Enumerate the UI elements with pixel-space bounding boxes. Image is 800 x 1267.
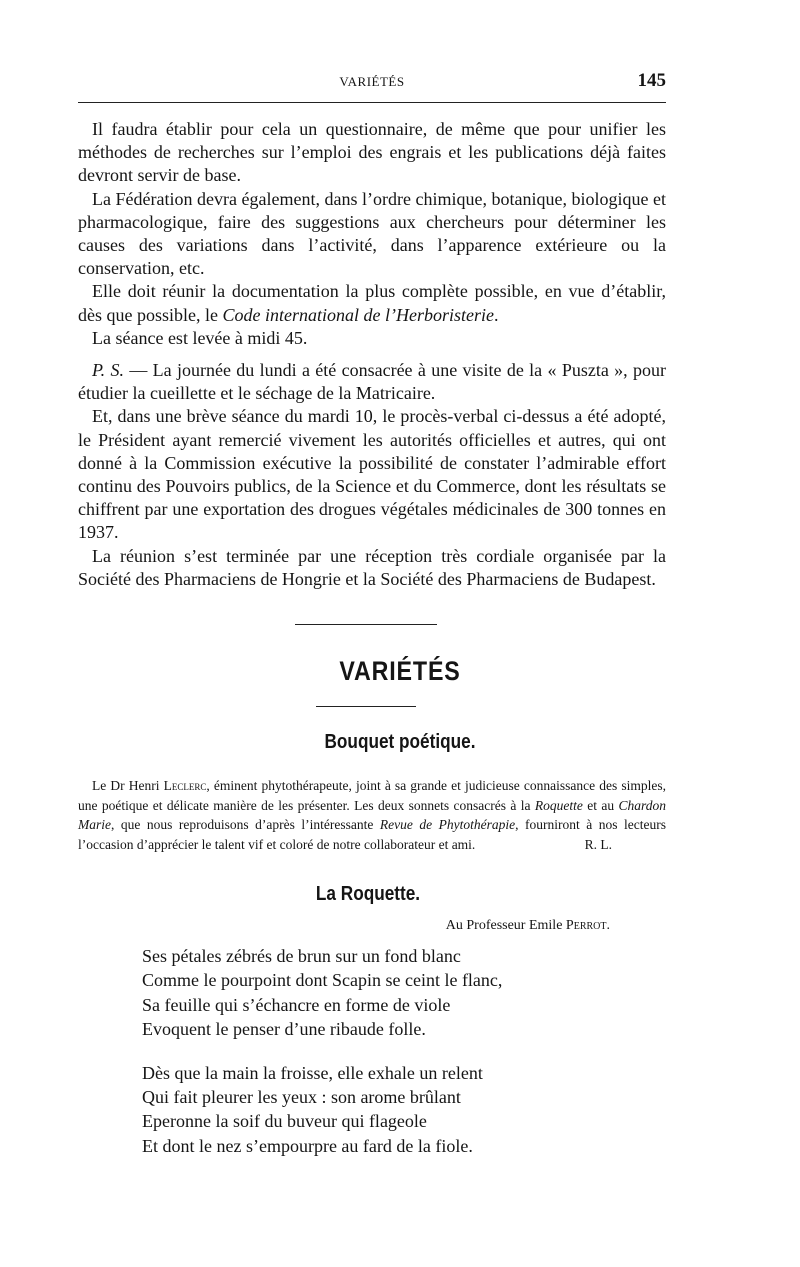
page-number: 145 xyxy=(637,70,666,91)
dedicatee-name: Perrot xyxy=(565,918,607,933)
verse-line: Sa feuille qui s’échancre en forme de viole xyxy=(142,994,451,1015)
dedication-text: . xyxy=(606,918,610,933)
title-underline xyxy=(316,706,416,707)
page-header xyxy=(78,72,666,96)
section-subtitle: Bouquet poétique. xyxy=(324,731,476,753)
author-name: Leclerc xyxy=(163,778,207,793)
section-title: VARIÉTÉS xyxy=(339,656,461,686)
verse-line: Dès que la main la froisse, elle exhale un relent xyxy=(142,1062,483,1083)
verse-line: Evoquent le penser d’une ribaude folle. xyxy=(142,1019,426,1040)
paragraph-text: . xyxy=(493,304,499,325)
signature: R. L. xyxy=(584,836,612,852)
dedication-text: Au Professeur Emile xyxy=(445,918,566,933)
poem-title: La Roquette. xyxy=(315,883,421,905)
verse-line: Comme le pourpoint dont Scapin se ceint le flanc, xyxy=(142,970,503,991)
paragraph xyxy=(78,188,666,281)
verse-line: Eperonne la soif du buveur qui flageole xyxy=(142,1111,427,1132)
poem xyxy=(142,944,662,1158)
work-title: Roquette xyxy=(534,797,583,813)
verse-line: Et dont le nez s’empourpre au fard de la fiole. xyxy=(142,1135,473,1156)
intro-text: et au xyxy=(582,797,619,813)
running-head: VARIÉTÉS xyxy=(339,74,405,89)
header-rule xyxy=(78,102,666,103)
intro-text: , éminent phytothérapeute, joint à sa grande et judicieuse connaissance des simples, une poétique et délicate manière de les présenter. Les deux sonnets consacrés à la xyxy=(78,778,666,813)
code-title: Code international de l’Herboristerie xyxy=(222,304,494,325)
paragraph-text: La réunion s’est terminée par une réception très cordiale organisée par la Société des Pharmaciens de Hongrie et la Société des Pharmaciens de Budapest. xyxy=(78,545,666,589)
paragraph-text: La séance est levée à midi 45. xyxy=(92,327,308,348)
verse-line: Ses pétales zébrés de brun sur un fond blanc xyxy=(142,946,461,966)
paragraph xyxy=(78,545,666,591)
intro-paragraph xyxy=(78,776,666,854)
section-divider xyxy=(295,624,437,625)
paragraph xyxy=(78,118,666,188)
verse-line: Qui fait pleurer les yeux : son arome brûlant xyxy=(142,1087,461,1108)
body-text xyxy=(78,118,666,591)
journal-title: Revue de Phytothérapie xyxy=(379,817,516,832)
poem-dedication xyxy=(446,918,610,934)
paragraph-text: Il faudra établir pour cela un questionnaire, de même que pour unifier les méthodes de recherches sur l’emploi des engrais et les publications déjà faites devront servir de base. xyxy=(78,119,666,186)
intro-text: Le Dr Henri xyxy=(92,778,164,793)
paragraph-text: — La journée du lundi a été consacrée à une visite de la « Puszta », pour étudier la cueillette et le séchage de la Matricaire. xyxy=(78,360,666,404)
paragraph xyxy=(78,280,666,326)
paragraph xyxy=(78,327,666,350)
work-title: Chardon Marie xyxy=(78,797,666,832)
intro-text: , fourniront à nos lecteurs l’occasion d’apprécier le talent vif et coloré de notre collaborateur et ami. xyxy=(78,817,666,852)
postscript-label: P. S. xyxy=(92,360,125,381)
postscript-paragraph xyxy=(78,359,666,405)
intro-text: , que nous reproduisons d’après l’intéressante xyxy=(111,817,380,832)
paragraph-text: Elle doit réunir la documentation la plus complète possible, en vue d’établir, dès que possible, le xyxy=(78,281,666,325)
paragraph xyxy=(78,405,666,544)
paragraph-text: La Fédération devra également, dans l’ordre chimique, botanique, biologique et pharmacologique, faire des suggestions aux chercheurs pour déterminer les causes des variations dans l’activité, dans l’apparence extérieure ou la conservation, etc. xyxy=(78,188,666,279)
paragraph-text: Et, dans une brève séance du mardi 10, le procès-verbal ci-dessus a été adopté, le Président ayant remercié vivement les autorités officielles et autres, qui ont donné à la Commission exécutive la possibilité de constater l’admirable effort continu des Pouvoirs publics, de la Science et du Commerce, dont les résultats se chiffrent par une exportation des drogues végétales médicinales de 300 tonnes en 1937. xyxy=(78,406,666,543)
